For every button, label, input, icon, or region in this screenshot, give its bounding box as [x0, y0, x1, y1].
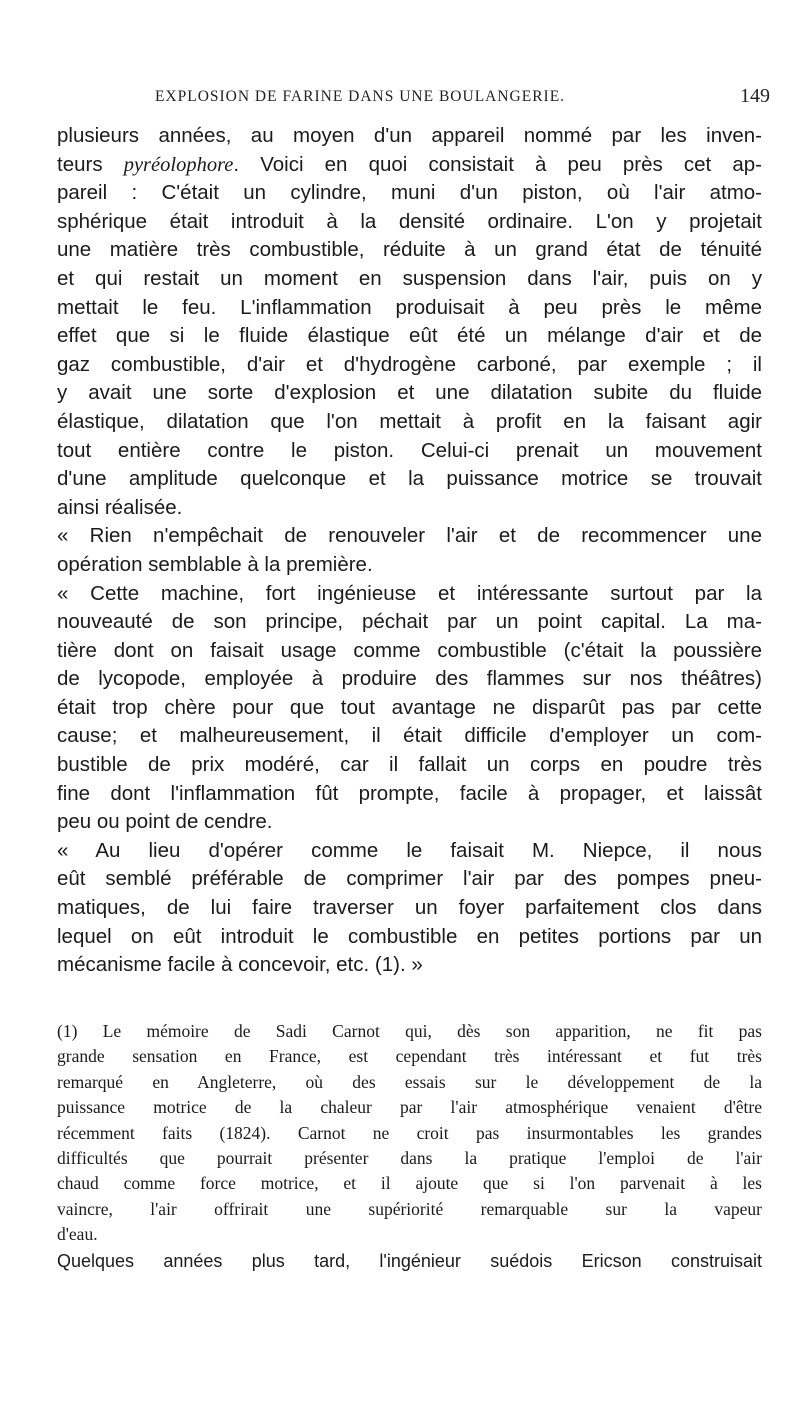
text-run: eût semblé préférable de comprimer l'air par des pompes pneu- — [57, 867, 762, 891]
text-line — [57, 808, 762, 837]
continuation-line: Quelques années plus tard, l'ingénieur suédois Ericson construisait — [57, 1250, 762, 1271]
text-run: lequel on eût introduit le combustible en petites portions par un — [57, 924, 762, 948]
footnote-line: récemment faits (1824). Carnot ne croit pas insurmontables les grandes — [57, 1122, 762, 1143]
text-line — [57, 494, 762, 523]
text-line — [57, 894, 762, 923]
text-line — [57, 437, 762, 466]
text-run: tout entière contre le piston. Celui-ci prenait un mouvement — [57, 438, 762, 462]
text-run: ainsi réalisée. — [57, 495, 183, 519]
text-run: opération semblable à la première. — [57, 552, 373, 576]
text-line — [57, 465, 762, 494]
text-line — [57, 351, 762, 380]
text-run: « Rien n'empêchait de renouveler l'air et de recommencer une — [57, 524, 762, 548]
text-line — [57, 322, 762, 351]
text-line — [57, 780, 762, 809]
text-line — [57, 951, 762, 980]
page-number: 149 — [740, 85, 770, 107]
footnote-1 — [57, 1019, 762, 1248]
text-line — [57, 265, 762, 294]
text-line — [57, 694, 762, 723]
footnotes — [57, 1019, 762, 1274]
text-run: nouveauté de son principe, péchait par un point capital. La ma- — [57, 610, 762, 634]
text-line — [57, 408, 762, 437]
footnote-line: puissance motrice de la chaleur par l'air atmosphérique venaient d'être — [57, 1097, 762, 1118]
text-line — [57, 665, 762, 694]
text-run: « Cette machine, fort ingénieuse et intéressante surtout par la — [57, 581, 762, 605]
paragraph — [57, 522, 762, 579]
text-run: mettait le feu. L'inflammation produisait à peu près le même — [57, 295, 762, 319]
running-title: EXPLOSION DE FARINE DANS UNE BOULANGERIE. — [154, 88, 566, 105]
text-run: élastique, dilatation que l'on mettait à profit en la faisant agir — [57, 409, 762, 433]
text-run: bustible de prix modéré, car il fallait un corps en poudre très — [57, 753, 762, 777]
text-line — [57, 608, 762, 637]
text-line — [57, 236, 762, 265]
text-run: une matière très combustible, réduite à un grand état de ténuité — [57, 238, 762, 262]
text-run: pareil : C'était un cylindre, muni d'un piston, où l'air atmo- — [57, 181, 762, 205]
text-run: sphérique était introduit à la densité ordinaire. L'on y projetait — [57, 209, 762, 233]
text-run: . Voici en quoi consistait à peu près cet ap- — [233, 152, 762, 176]
footnote-line: vaincre, l'air offrirait une supériorité remarquable sur la vapeur — [57, 1198, 762, 1219]
text-line — [57, 122, 762, 151]
footnote-line: remarqué en Angleterre, où des essais sur le développement de la — [57, 1071, 762, 1092]
text-run: « Au lieu d'opérer comme le faisait M. Niepce, il nous — [57, 838, 762, 862]
text-line — [57, 865, 762, 894]
text-run: tière dont on faisait usage comme combustible (c'était la poussière — [57, 638, 762, 662]
paragraph — [57, 837, 762, 980]
text-line — [57, 379, 762, 408]
text-run: plusieurs années, au moyen d'un appareil nommé par les inven- — [57, 124, 762, 147]
footnote-line: difficultés que pourrait présenter dans la pratique l'emploi de l'air — [57, 1147, 762, 1168]
text-line — [57, 722, 762, 751]
text-run: effet que si le fluide élastique eût été un mélange d'air et de — [57, 324, 762, 348]
text-line — [57, 151, 762, 180]
text-run: teurs — [57, 152, 124, 176]
text-run: était trop chère pour que tout avantage ne disparût pas par cette — [57, 695, 762, 719]
paragraph — [57, 122, 762, 522]
text-line — [57, 923, 762, 952]
running-header — [40, 85, 770, 112]
main-text — [57, 122, 762, 980]
text-line — [57, 208, 762, 237]
text-run: et qui restait un moment en suspension dans l'air, puis on y — [57, 266, 762, 290]
text-run: matiques, de lui faire traverser un foyer parfaitement clos dans — [57, 896, 762, 920]
text-run: mécanisme facile à concevoir, etc. (1). » — [57, 953, 423, 977]
text-line — [57, 637, 762, 666]
text-line — [57, 551, 762, 580]
footnote-line: grande sensation en France, est cependant très intéressant et fut très — [57, 1046, 762, 1067]
text-run: gaz combustible, d'air et d'hydrogène carboné, par exemple ; il — [57, 352, 762, 376]
text-line — [57, 837, 762, 866]
text-line — [57, 294, 762, 323]
footnote-line: (1) Le mémoire de Sadi Carnot qui, dès son apparition, ne fit pas — [57, 1021, 762, 1041]
text-run: fine dont l'inflammation fût prompte, facile à propager, et laissât — [57, 781, 762, 805]
text-run: cause; et malheureusement, il était difficile d'employer un com- — [57, 724, 762, 748]
text-run: d'une amplitude quelconque et la puissance motrice se trouvait — [57, 467, 762, 491]
text-line — [57, 522, 762, 551]
text-run: peu ou point de cendre. — [57, 810, 273, 834]
footnote-line: d'eau. — [57, 1224, 98, 1245]
footnote-line: chaud comme force motrice, et il ajoute que si l'on parvenait à les — [57, 1173, 762, 1194]
text-run: de lycopode, employée à produire des flammes sur nos théâtres) — [57, 667, 762, 691]
text-line — [57, 179, 762, 208]
italic-term: pyréolophore — [123, 153, 234, 176]
text-line — [57, 751, 762, 780]
text-run: y avait une sorte d'explosion et une dilatation subite du fluide — [57, 381, 762, 405]
paragraph — [57, 580, 762, 837]
text-line — [57, 580, 762, 609]
